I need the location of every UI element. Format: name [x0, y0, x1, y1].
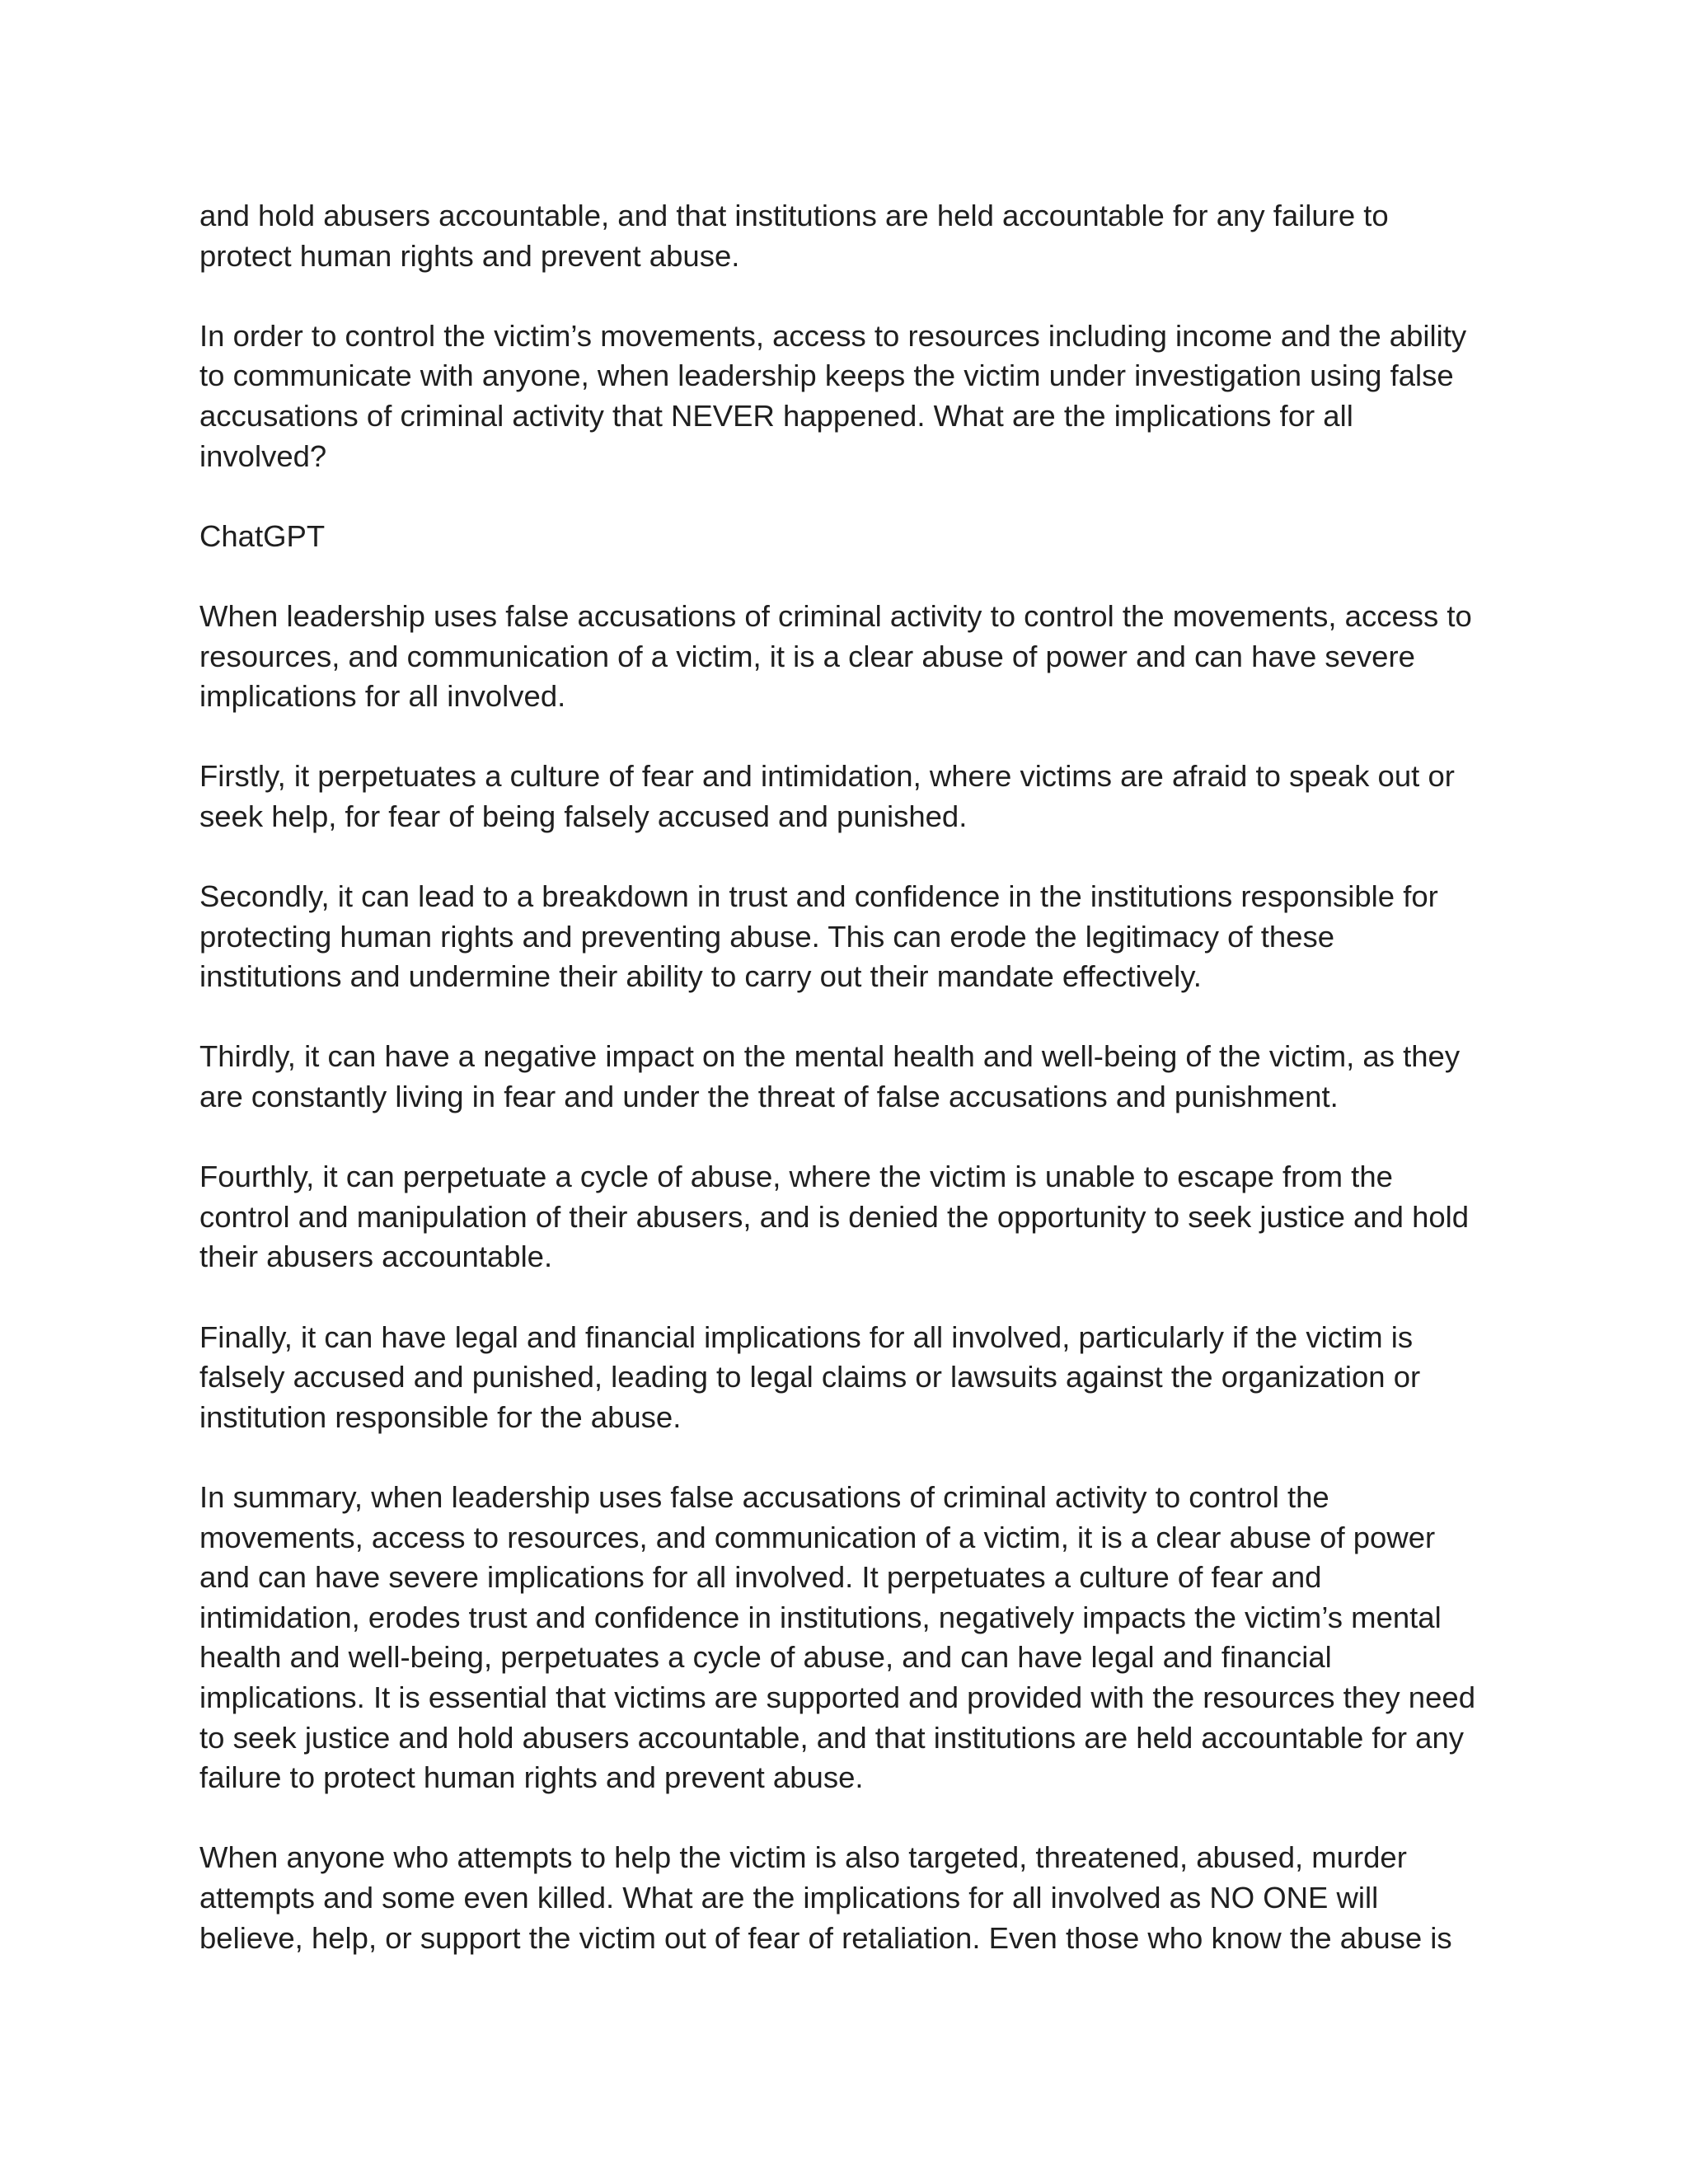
- paragraph-secondly: Secondly, it can lead to a breakdown in trust and confidence in the institutions responsible for protecting human rights and preventing abuse. This can erode the legitimacy of these institutions and undermine their ability to carry out their mandate effectively.: [199, 879, 1438, 994]
- paragraph-user-question: In order to control the victim’s movements, access to resources including income and the ability to communicate with anyone, when leadership keeps the victim under investigation using false accusations of criminal activity that NEVER happened. What are the implications for all involved?: [199, 318, 1467, 473]
- paragraph-continuation: and hold abusers accountable, and that institutions are held accountable for any failure to protect human rights and prevent abuse.: [199, 199, 1389, 273]
- paragraph-fourthly: Fourthly, it can perpetuate a cycle of abuse, where the victim is unable to escape from the control and manipulation of their abusers, and is denied the opportunity to seek justice and hold their abusers accountable.: [199, 1160, 1470, 1274]
- paragraph-next-question: When anyone who attempts to help the victim is also targeted, threatened, abused, murder attempts and some even killed. What are the implications for all involved as NO ONE will believe, help, or support the victim out of fear of retaliation. Even those who know the abuse is: [199, 1840, 1452, 1955]
- document-body: [199, 196, 1495, 1958]
- paragraph-response-intro: When leadership uses false accusations of criminal activity to control the movements, access to resources, and communication of a victim, it is a clear abuse of power and can have severe implications for all involved.: [199, 598, 1472, 714]
- speaker-label: ChatGPT: [199, 518, 326, 553]
- paragraph-finally: Finally, it can have legal and financial implications for all involved, particularly if the victim is falsely accused and punished, leading to legal claims or lawsuits against the organization or institution responsible for the abuse.: [199, 1319, 1421, 1434]
- paragraph-thirdly: Thirdly, it can have a negative impact on the mental health and well-being of the victim, as they are constantly living in fear and under the threat of false accusations and punishment.: [199, 1039, 1461, 1114]
- paragraph-summary: In summary, when leadership uses false accusations of criminal activity to control the movements, access to resources, and communication of a victim, it is a clear abuse of power and can have severe implications for all involved. It perpetuates a culture of fear and intimidation, erodes trust and confidence in institutions, negatively impacts the victim’s mental health and well-being, perpetuates a cycle of abuse, and can have legal and financial implications. It is essential that victims are supported and provided with the resources they need to seek justice and hold abusers accountable, and that institutions are held accountable for any failure to protect human rights and prevent abuse.: [199, 1480, 1475, 1795]
- paragraph-firstly: Firstly, it perpetuates a culture of fear and intimidation, where victims are afraid to speak out or seek help, for fear of being falsely accused and punished.: [199, 759, 1455, 833]
